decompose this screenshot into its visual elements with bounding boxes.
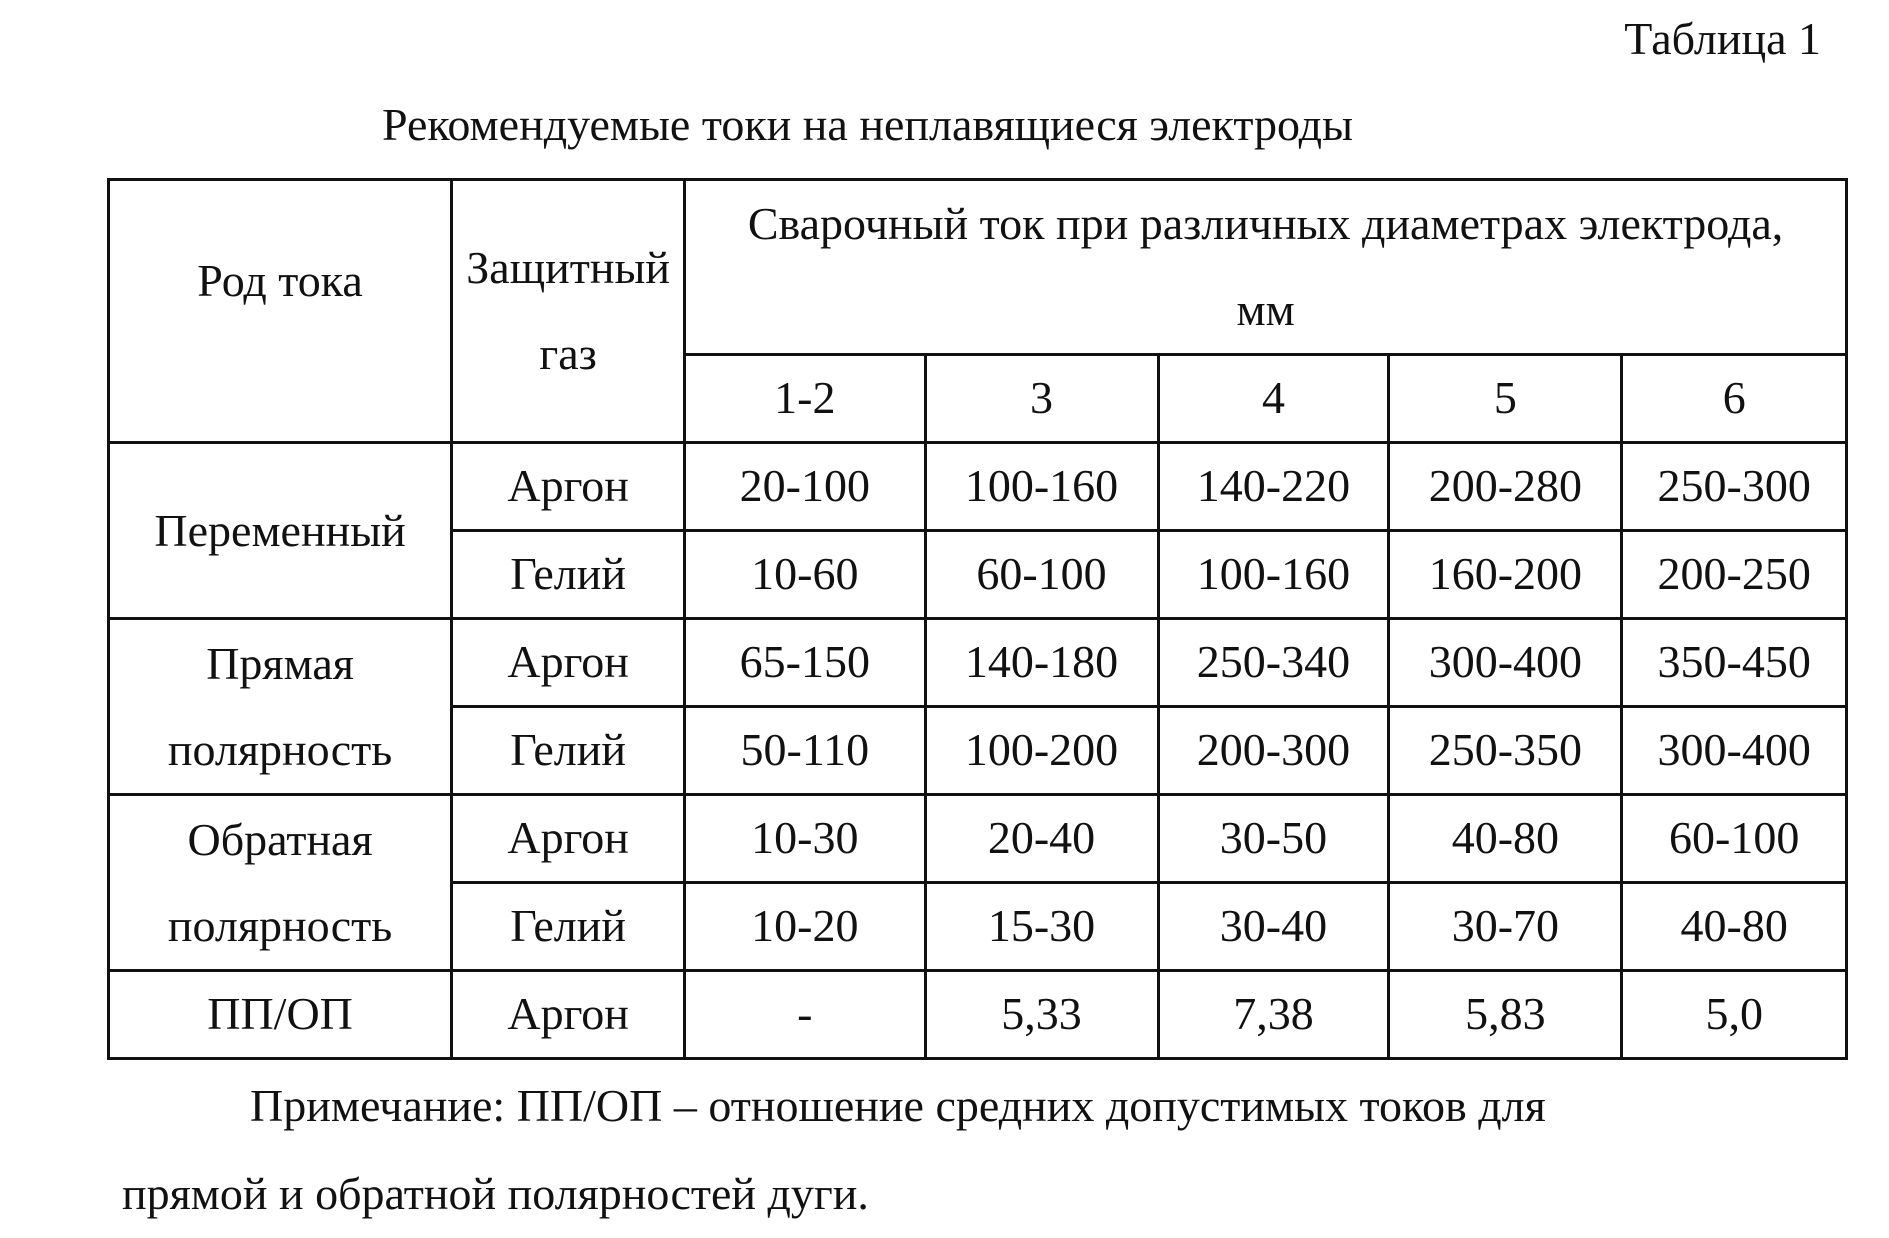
header-diameter: 6 — [1622, 355, 1847, 443]
header-diameter: 3 — [925, 355, 1158, 443]
current-value-cell: 250-340 — [1158, 619, 1389, 707]
current-value-cell: 5,0 — [1622, 971, 1847, 1059]
current-value-cell: 100-200 — [925, 707, 1158, 795]
current-value-cell: - — [685, 971, 925, 1059]
table-row — [109, 443, 1847, 531]
current-value-cell: 300-400 — [1389, 619, 1622, 707]
current-type-cell: Переменный — [109, 443, 452, 619]
current-type-cell: ПП/ОП — [109, 971, 452, 1059]
current-value-cell: 30-50 — [1158, 795, 1389, 883]
gas-cell: Гелий — [452, 707, 685, 795]
current-value-cell: 20-40 — [925, 795, 1158, 883]
gas-cell: Гелий — [452, 883, 685, 971]
note-line-1: Примечание: ПП/ОП – отношение средних допустимых токов для — [250, 1080, 1546, 1131]
table-label: Таблица 1 — [1624, 13, 1821, 64]
current-value-cell: 140-180 — [925, 619, 1158, 707]
current-value-cell: 200-280 — [1389, 443, 1622, 531]
current-value-cell: 40-80 — [1622, 883, 1847, 971]
current-value-cell: 30-70 — [1389, 883, 1622, 971]
current-value-cell: 30-40 — [1158, 883, 1389, 971]
current-value-cell: 5,33 — [925, 971, 1158, 1059]
current-value-cell: 15-30 — [925, 883, 1158, 971]
gas-cell: Аргон — [452, 619, 685, 707]
header-current-type: Род тока — [109, 180, 452, 443]
current-value-cell: 20-100 — [685, 443, 925, 531]
current-value-cell: 7,38 — [1158, 971, 1389, 1059]
current-value-cell: 100-160 — [925, 443, 1158, 531]
gas-cell: Аргон — [452, 795, 685, 883]
current-value-cell: 10-60 — [685, 531, 925, 619]
current-value-cell: 65-150 — [685, 619, 925, 707]
current-value-cell: 250-300 — [1622, 443, 1847, 531]
current-value-cell: 350-450 — [1622, 619, 1847, 707]
gas-cell: Аргон — [452, 443, 685, 531]
table-caption: Рекомендуемые токи на неплавящиеся электроды — [382, 99, 1353, 150]
current-value-cell: 300-400 — [1622, 707, 1847, 795]
table-row — [109, 795, 1847, 883]
current-value-cell: 10-30 — [685, 795, 925, 883]
current-value-cell: 5,83 — [1389, 971, 1622, 1059]
table-note — [122, 1062, 1822, 1238]
current-value-cell: 160-200 — [1389, 531, 1622, 619]
current-value-cell: 200-250 — [1622, 531, 1847, 619]
current-value-cell: 40-80 — [1389, 795, 1622, 883]
header-gas: Защитный газ — [452, 180, 685, 443]
current-value-cell: 250-350 — [1389, 707, 1622, 795]
current-type-cell: Прямая полярность — [109, 619, 452, 795]
current-type-cell: Обратная полярность — [109, 795, 452, 971]
header-diameter: 4 — [1158, 355, 1389, 443]
table-row — [109, 971, 1847, 1059]
current-value-cell: 60-100 — [925, 531, 1158, 619]
current-value-cell: 100-160 — [1158, 531, 1389, 619]
gas-cell: Гелий — [452, 531, 685, 619]
current-table — [107, 178, 1848, 1060]
gas-cell: Аргон — [452, 971, 685, 1059]
current-value-cell: 60-100 — [1622, 795, 1847, 883]
current-value-cell: 10-20 — [685, 883, 925, 971]
current-value-cell: 50-110 — [685, 707, 925, 795]
header-diameter: 5 — [1389, 355, 1622, 443]
note-line-2: прямой и обратной полярностей дуги. — [122, 1168, 869, 1219]
current-value-cell: 200-300 — [1158, 707, 1389, 795]
header-welding-current: Сварочный ток при различных диаметрах электрода, мм — [685, 180, 1847, 355]
header-diameter: 1-2 — [685, 355, 925, 443]
table-row — [109, 619, 1847, 707]
current-value-cell: 140-220 — [1158, 443, 1389, 531]
